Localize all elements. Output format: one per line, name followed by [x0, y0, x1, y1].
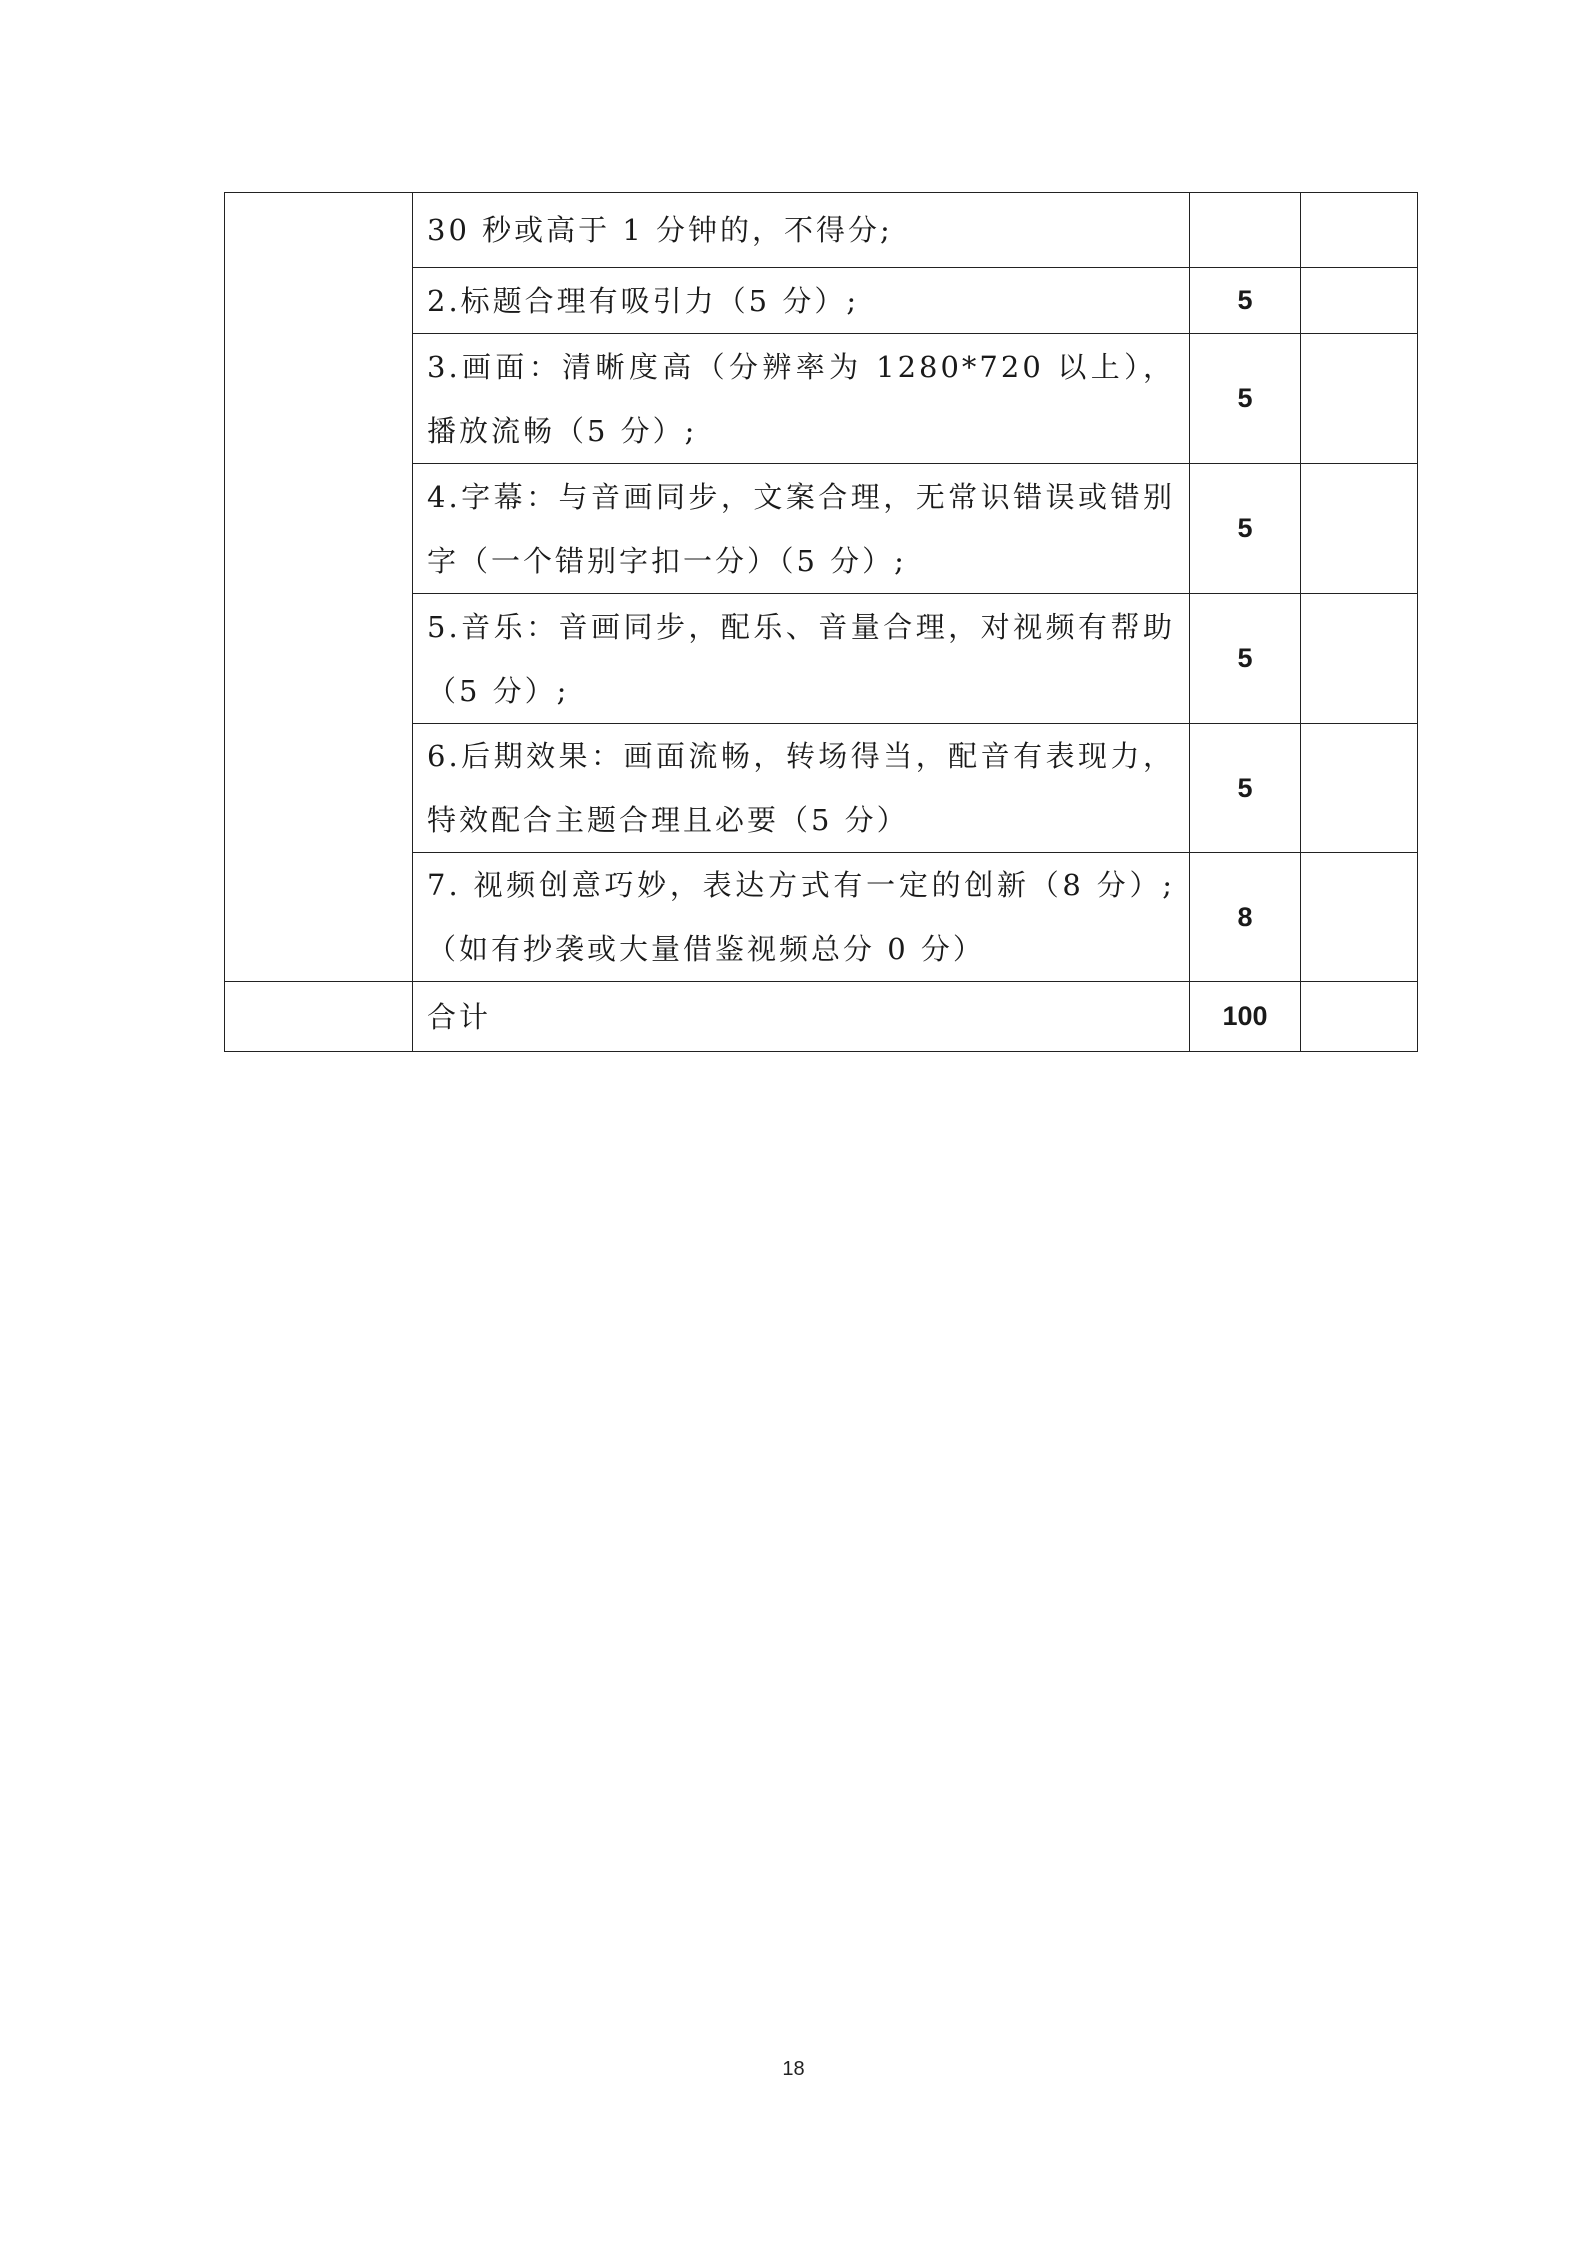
blank-cell — [1301, 853, 1418, 982]
blank-cell — [1301, 268, 1418, 334]
criterion-text: 7. 视频创意巧妙，表达方式有一定的创新（8 分）;（如有抄袭或大量借鉴视频总分 0 分） — [413, 853, 1190, 982]
scoring-table — [224, 192, 1418, 1052]
total-row — [225, 982, 1418, 1052]
blank-cell — [1301, 982, 1418, 1052]
blank-cell — [1301, 464, 1418, 594]
blank-cell — [1301, 594, 1418, 724]
category-cell — [225, 982, 413, 1052]
criterion-score: 5 — [1190, 334, 1301, 464]
criterion-text: 3.画面：清晰度高（分辨率为 1280*720 以上），播放流畅（5 分）; — [413, 334, 1190, 464]
category-cell — [225, 193, 413, 982]
criterion-score — [1190, 193, 1301, 268]
blank-cell — [1301, 724, 1418, 853]
criterion-text: 4.字幕：与音画同步，文案合理，无常识错误或错别字（一个错别字扣一分）（5 分）; — [413, 464, 1190, 594]
criterion-score: 5 — [1190, 268, 1301, 334]
criterion-text: 30 秒或高于 1 分钟的，不得分; — [413, 193, 1190, 268]
criterion-score: 8 — [1190, 853, 1301, 982]
total-score: 100 — [1190, 982, 1301, 1052]
table-row — [225, 193, 1418, 268]
criterion-text: 6.后期效果：画面流畅，转场得当，配音有表现力，特效配合主题合理且必要（5 分） — [413, 724, 1190, 853]
criterion-text: 5.音乐：音画同步，配乐、音量合理，对视频有帮助（5 分）; — [413, 594, 1190, 724]
total-label: 合计 — [413, 982, 1190, 1052]
criterion-score: 5 — [1190, 594, 1301, 724]
criterion-score: 5 — [1190, 464, 1301, 594]
blank-cell — [1301, 334, 1418, 464]
criterion-text: 2.标题合理有吸引力（5 分）; — [413, 268, 1190, 334]
criterion-score: 5 — [1190, 724, 1301, 853]
blank-cell — [1301, 193, 1418, 268]
page-number: 18 — [782, 2058, 805, 2080]
